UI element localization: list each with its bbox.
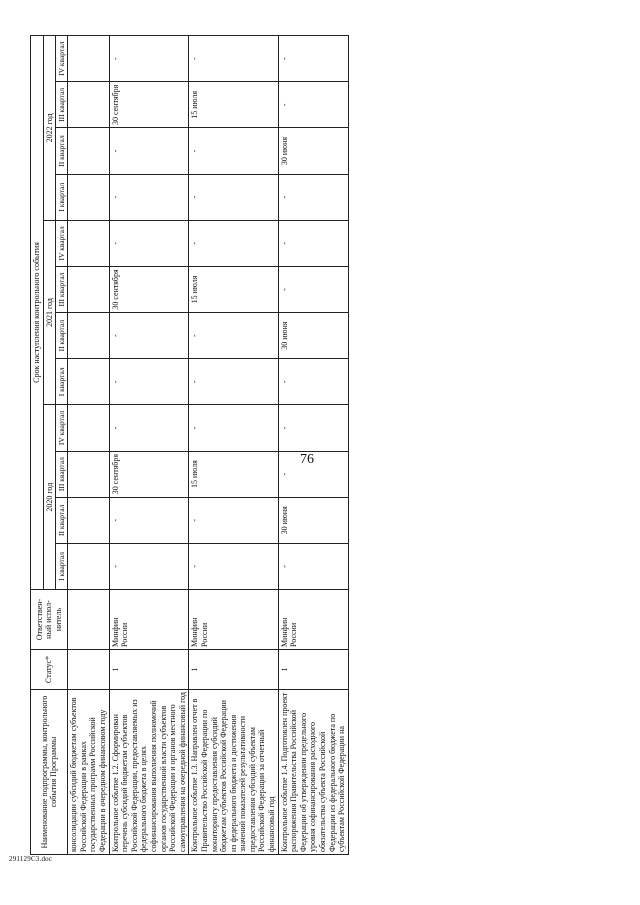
deadline-cell: [68, 313, 109, 359]
deadline-cell: [68, 266, 109, 312]
control-events-table: [30, 35, 349, 855]
row-name: Контрольное событие 1.3. Направлен отчет в Правительство Российской Федерации по мониторингу предоставления субсидий бюджетам субъектов Российской Федерации из федерального бюджета и достижения значений показателей результативности предоставления субсидий субъектам Российской Федерации за отчетный финансовый год: [189, 690, 278, 855]
deadline-cell: -: [278, 543, 348, 589]
header-name: Наименование подпрограммы, контрольного события Программы: [31, 690, 68, 855]
deadline-cell: -: [189, 543, 278, 589]
deadline-cell: [68, 174, 109, 220]
row-name: Контрольное событие 1.2. Сформирован перечень субсидий бюджетам субъектов Российской Федерации, предоставляемых из федерального бюджета в целях софинансирования выполнения полномочий органов государственной власти субъектов Российской Федерации и органов местного самоуправления на очередной финансовый год: [109, 690, 189, 855]
row-status: 1: [189, 650, 278, 690]
table-row: [109, 36, 189, 855]
quarter-header: III квартал: [56, 266, 68, 312]
quarter-header: II квартал: [56, 128, 68, 174]
row-executor: Минфин России: [278, 590, 348, 650]
quarter-header: III квартал: [56, 451, 68, 497]
row-status: 1: [109, 650, 189, 690]
deadline-cell: -: [189, 128, 278, 174]
deadline-cell: 30 сентября: [109, 266, 189, 312]
deadline-cell: -: [109, 543, 189, 589]
deadline-cell: -: [278, 82, 348, 128]
deadline-cell: -: [109, 359, 189, 405]
deadline-cell: -: [278, 220, 348, 266]
header-year-2022: 2022 год: [43, 36, 56, 221]
deadline-cell: -: [189, 313, 278, 359]
deadline-cell: -: [278, 359, 348, 405]
deadline-cell: -: [109, 405, 189, 451]
quarter-header: I квартал: [56, 174, 68, 220]
deadline-cell: -: [189, 174, 278, 220]
deadline-cell: 30 июня: [278, 313, 348, 359]
deadline-cell: -: [189, 220, 278, 266]
quarter-header: IV квартал: [56, 36, 68, 82]
quarter-header: I квартал: [56, 543, 68, 589]
quarter-header: IV квартал: [56, 220, 68, 266]
deadline-cell: [68, 543, 109, 589]
deadline-cell: [68, 220, 109, 266]
deadline-cell: 30 сентября: [109, 82, 189, 128]
header-status: Статус*: [31, 650, 68, 690]
deadline-cell: [68, 82, 109, 128]
deadline-cell: [68, 451, 109, 497]
deadline-cell: -: [189, 405, 278, 451]
deadline-cell: -: [109, 128, 189, 174]
table-row: [278, 36, 348, 855]
deadline-cell: 30 июня: [278, 128, 348, 174]
page-number: 76: [300, 452, 314, 467]
row-name: Контрольное событие 1.4. Подготовлен проект распоряжения Правительства Российской Федерации об утверждении предельного уровня софинансирования расходного обязательства субъекта Российской Федерации из федерального бюджета по субъектам Российской Федерации на: [278, 690, 348, 855]
deadline-cell: 15 июля: [189, 451, 278, 497]
footer-filename: 291129С3.doc: [9, 855, 53, 863]
deadline-cell: -: [109, 497, 189, 543]
row-status: [68, 650, 109, 690]
deadline-cell: -: [278, 405, 348, 451]
quarter-header: I квартал: [56, 359, 68, 405]
deadline-cell: -: [278, 451, 348, 497]
deadline-cell: 15 июля: [189, 82, 278, 128]
row-executor: Минфин России: [189, 590, 278, 650]
header-year-2020: 2020 год: [43, 405, 56, 590]
deadline-cell: [68, 128, 109, 174]
header-executor: Ответствен-ный испол-нитель: [31, 590, 68, 650]
table-body: [68, 36, 349, 855]
deadline-cell: 15 июля: [189, 266, 278, 312]
table-row: [189, 36, 278, 855]
deadline-cell: -: [189, 36, 278, 82]
row-status: 1: [278, 650, 348, 690]
table-container: [30, 35, 620, 855]
row-executor: Минфин России: [109, 590, 189, 650]
header-deadline: Срок наступления контрольного события: [31, 36, 44, 590]
quarter-header: II квартал: [56, 313, 68, 359]
quarter-header: III квартал: [56, 82, 68, 128]
deadline-cell: -: [189, 359, 278, 405]
quarter-header: II квартал: [56, 497, 68, 543]
deadline-cell: -: [109, 174, 189, 220]
quarter-header: IV квартал: [56, 405, 68, 451]
deadline-cell: -: [278, 36, 348, 82]
deadline-cell: [68, 36, 109, 82]
deadline-cell: 30 июня: [278, 497, 348, 543]
header-year-2021: 2021 год: [43, 220, 56, 405]
deadline-cell: [68, 359, 109, 405]
row-executor: [68, 590, 109, 650]
deadline-cell: -: [109, 313, 189, 359]
deadline-cell: -: [278, 174, 348, 220]
deadline-cell: [68, 405, 109, 451]
row-name: консолидации субсидий бюджетам субъектов Российской Федерации в рамках государственных программ Российской Федерации в очередном финансовом году: [68, 690, 109, 855]
deadline-cell: -: [109, 220, 189, 266]
deadline-cell: -: [278, 266, 348, 312]
deadline-cell: -: [109, 36, 189, 82]
table-row: [68, 36, 109, 855]
deadline-cell: [68, 497, 109, 543]
deadline-cell: 30 сентября: [109, 451, 189, 497]
deadline-cell: -: [189, 497, 278, 543]
